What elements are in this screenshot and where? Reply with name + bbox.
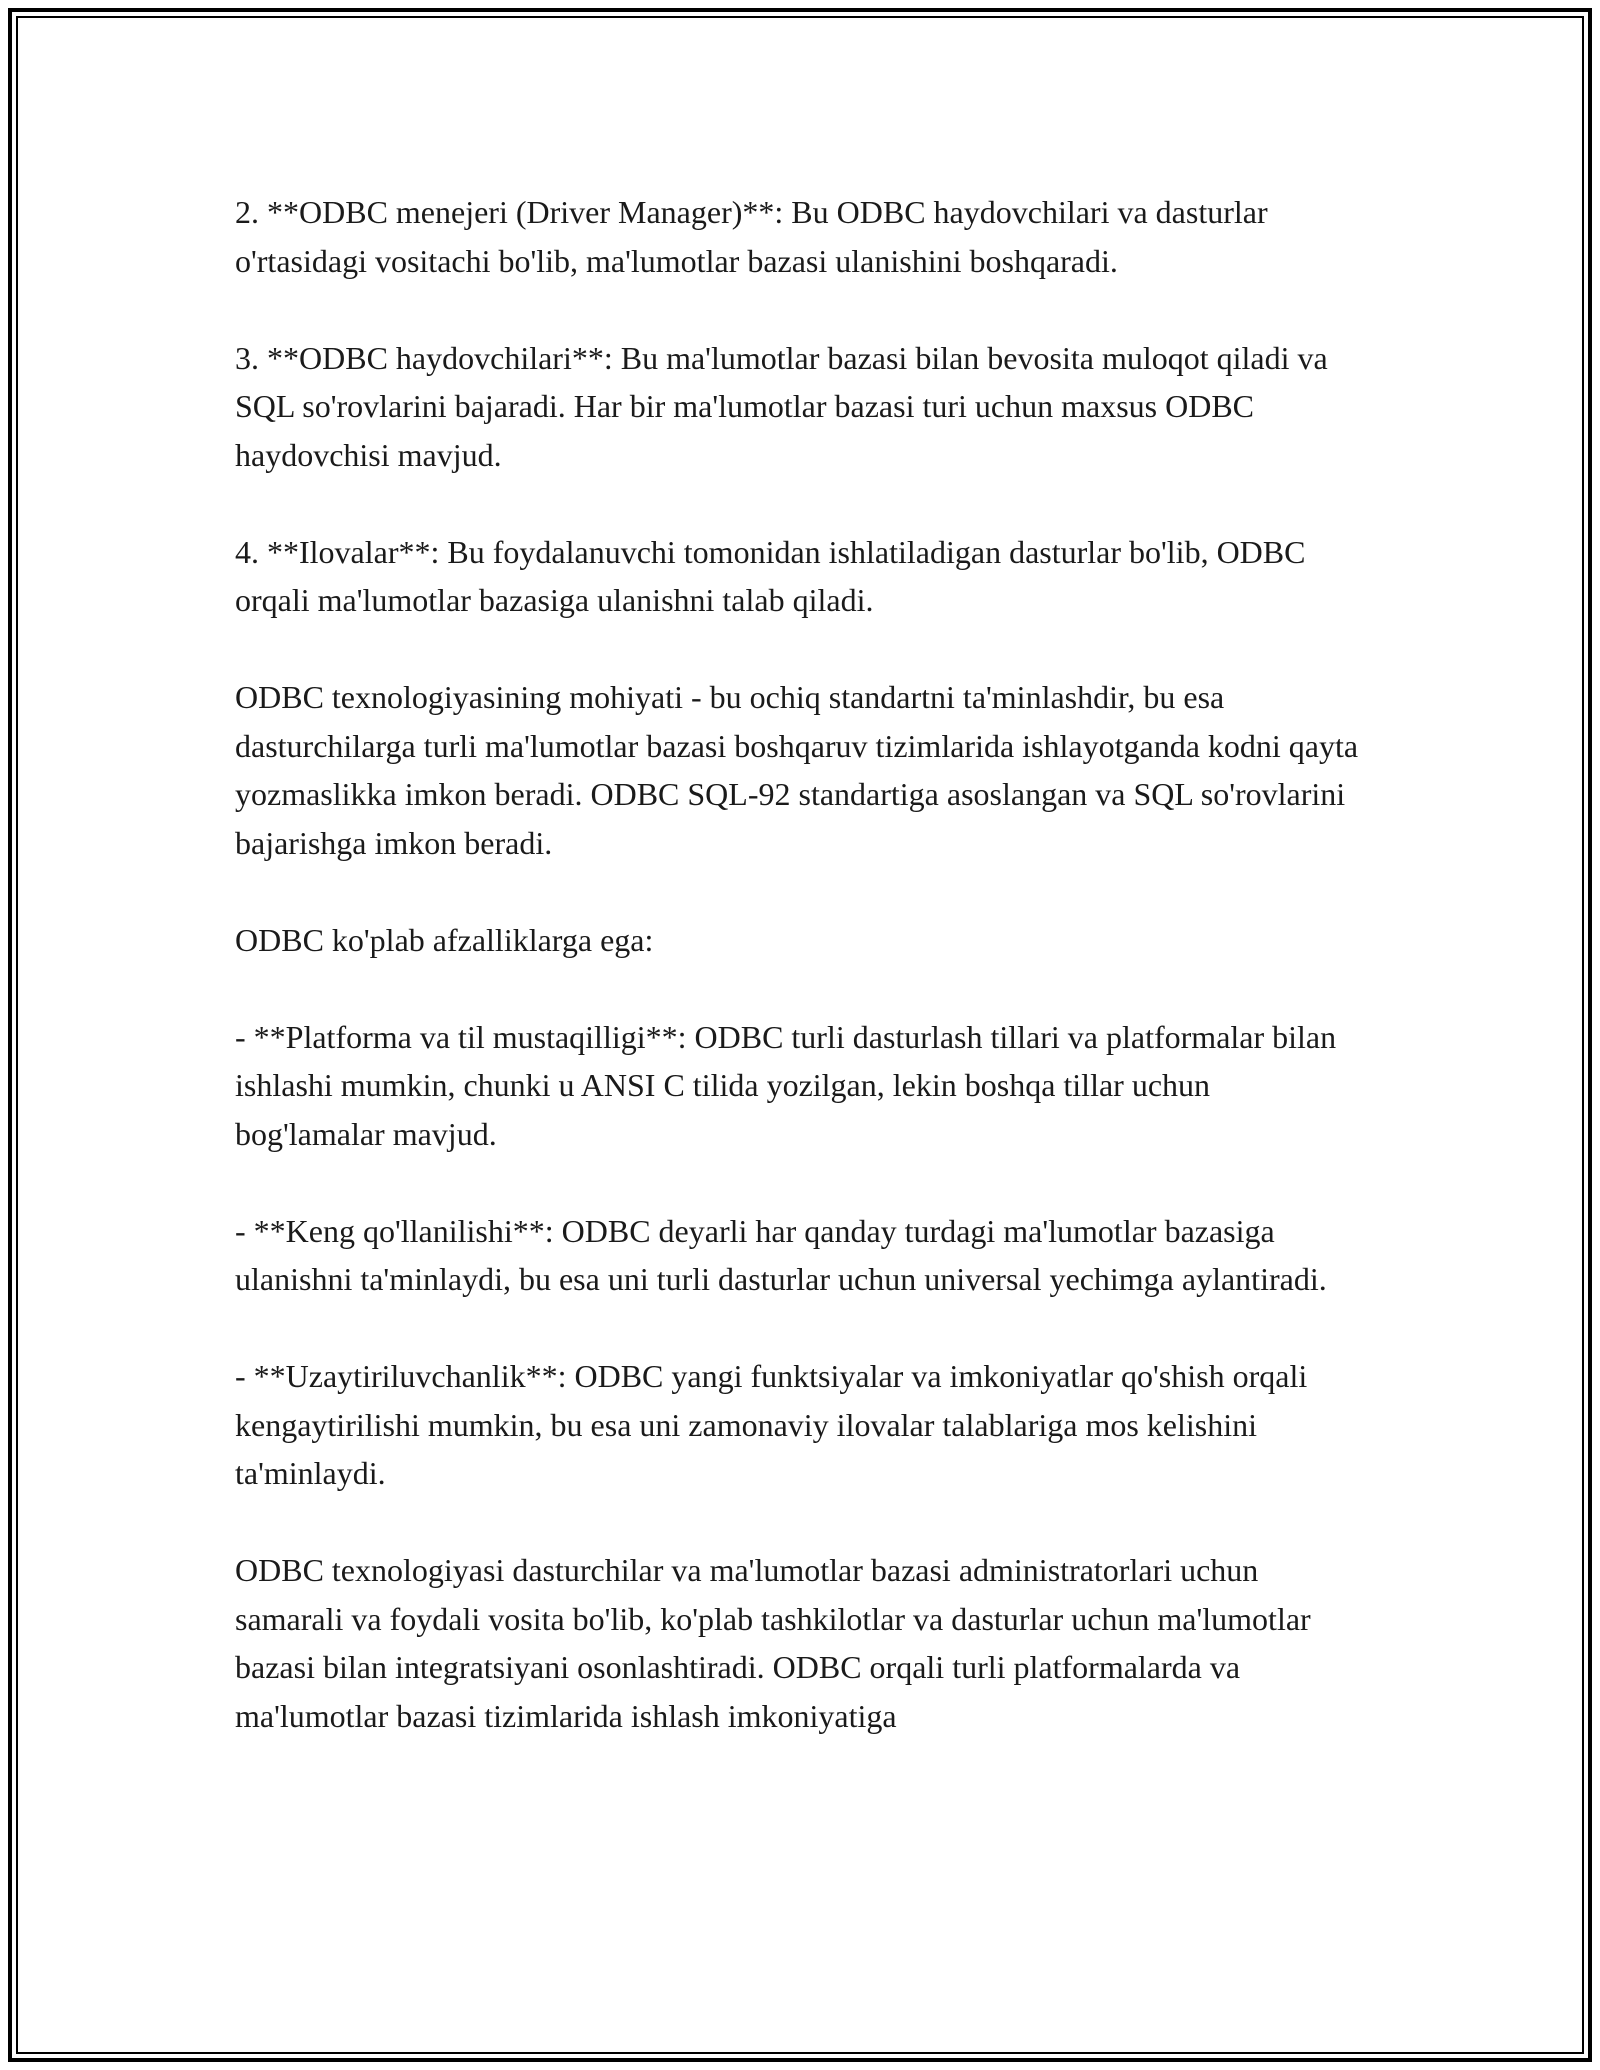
paragraph-applications: 4. **Ilovalar**: Bu foydalanuvchi tomonidan ishlatiladigan dasturlar bo'lib, ODBC orqali ma'lumotlar bazasiga ulanishni talab qiladi. xyxy=(235,533,1306,618)
paragraph-odbc-drivers: 3. **ODBC haydovchilari**: Bu ma'lumotlar bazasi bilan bevosita muloqot qiladi va SQL so'rovlarini bajaradi. Har bir ma'lumotlar bazasi turi uchun maxsus ODBC haydovchisi mavjud. xyxy=(235,339,1328,473)
paragraph-advantages-intro: ODBC ko'plab afzalliklarga ega: xyxy=(235,921,654,958)
paragraph-odbc-essence: ODBC texnologiyasining mohiyati - bu ochiq standartni ta'minlashdir, bu esa dasturchilarga turli ma'lumotlar bazasi boshqaruv tizimlarida ishlayotganda kodni qayta yozmaslikka imkon beradi. ODBC SQL-92 standartiga asoslangan va SQL so'rovlarini bajarishga imkon beradi. xyxy=(235,679,1359,861)
paragraph-extensibility: - **Uzaytiriluvchanlik**: ODBC yangi funktsiyalar va imkoniyatlar qo'shish orqali kengaytirilishi mumkin, bu esa uni zamonaviy ilovalar talablariga mos kelishini ta'minlaydi. xyxy=(235,1358,1308,1491)
paragraph-wide-usage: - **Keng qo'llanilishi**: ODBC deyarli har qanday turdagi ma'lumotlar bazasiga ulanishni ta'minlaydi, bu esa uni turli dasturlar uchun universal yechimga aylantiradi. xyxy=(235,1212,1327,1297)
paragraph-conclusion: ODBC texnologiyasi dasturchilar va ma'lumotlar bazasi administratorlari uchun samarali va foydali vosita bo'lib, ko'plab tashkilotlar va dasturlar uchun ma'lumotlar bazasi bilan integratsiyani osonlashtiradi. ODBC orqali turli platformalarda va ma'lumotlar bazasi tizimlarida ishlash imkoniyatiga xyxy=(235,1552,1311,1734)
paragraph-platform-independence: - **Platforma va til mustaqilligi**: ODBC turli dasturlash tillari va platformalar bilan ishlashi mumkin, chunki u ANSI C tilida yozilgan, lekin boshqa tillar uchun bog'lamalar mavjud. xyxy=(235,1018,1337,1152)
paragraph-odbc-driver-manager: 2. **ODBC menejeri (Driver Manager)**: Bu ODBC haydovchilari va dasturlar o'rtasidagi vositachi bo'lib, ma'lumotlar bazasi ulanishini boshqaradi. xyxy=(235,194,1268,279)
document-body xyxy=(235,188,1365,1740)
